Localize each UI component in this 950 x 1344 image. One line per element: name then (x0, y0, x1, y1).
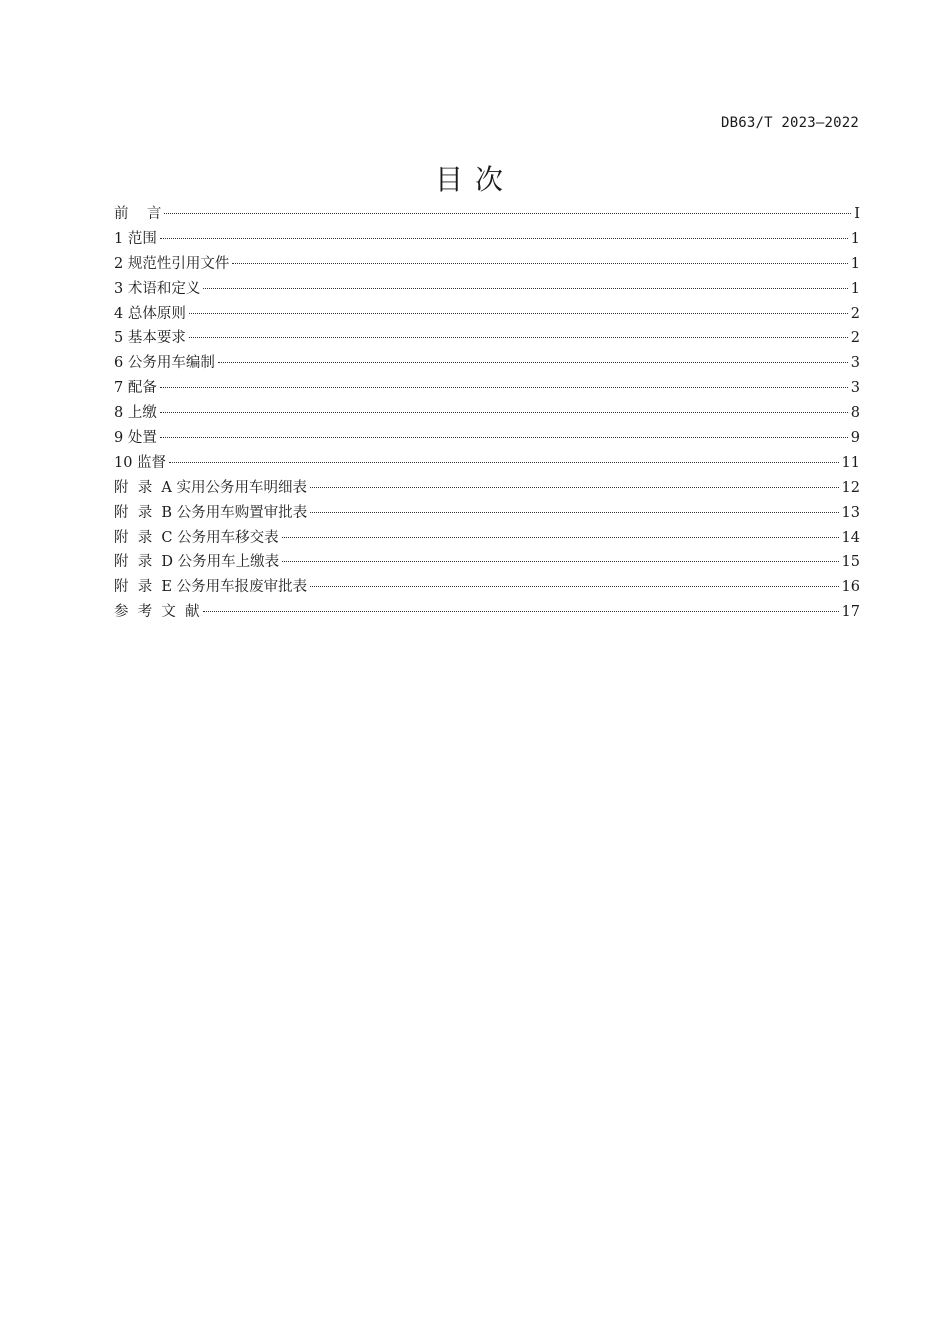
toc-entry-general-principles[interactable] (114, 302, 860, 327)
page-title: 目次 (434, 163, 515, 196)
toc-entry-page: 15 (841, 554, 860, 571)
toc-entry-label: 附 录 D 公务用车上缴表 (114, 554, 280, 571)
toc-entry-page: 1 (850, 280, 860, 297)
document-code: DB63/T 2023—2022 (720, 115, 859, 131)
toc-entry-page: I (854, 206, 860, 222)
toc-entry-appendix-b[interactable] (114, 501, 860, 526)
dot-leader (310, 586, 838, 587)
dot-leader (310, 512, 838, 513)
toc-entry-page: 16 (841, 579, 860, 596)
toc-entry-label: 8 上缴 (114, 405, 157, 422)
toc-entry-basic-requirements[interactable] (114, 326, 860, 351)
toc-entry-disposal[interactable] (114, 426, 860, 451)
dot-leader (310, 487, 839, 488)
toc-entry-label: 4 总体原则 (114, 305, 186, 322)
toc-entry-page: 1 (850, 255, 860, 272)
toc-entry-appendix-a[interactable] (114, 476, 860, 501)
toc-entry-terms-definitions[interactable] (114, 277, 860, 302)
toc-entry-label: 附 录 A 实用公务用车明细表 (114, 479, 308, 496)
toc-entry-label: 参 考 文 献 (114, 604, 200, 621)
toc-entry-label: 9 处置 (114, 430, 157, 447)
dot-leader (218, 362, 848, 363)
toc-entry-vehicle-quota[interactable] (114, 351, 860, 376)
toc-entry-page: 2 (850, 330, 860, 347)
dot-leader (282, 537, 839, 538)
toc-entry-page: 3 (850, 380, 860, 397)
dot-leader (232, 263, 847, 264)
dot-leader (282, 561, 838, 562)
toc-entry-page: 8 (850, 405, 860, 422)
toc-entry-surrender[interactable] (114, 401, 860, 426)
dot-leader (160, 387, 848, 388)
toc-entry-page: 1 (850, 230, 860, 247)
toc-entry-label: 1 范围 (114, 230, 157, 247)
dot-leader (203, 288, 847, 289)
toc-entry-appendix-c[interactable] (114, 526, 860, 551)
toc-entry-allocation[interactable] (114, 376, 860, 401)
toc-entry-page: 13 (841, 504, 860, 521)
toc-entry-supervision[interactable] (114, 451, 860, 476)
toc-entry-foreword[interactable] (114, 202, 860, 227)
toc-entry-label: 2 规范性引用文件 (114, 255, 230, 272)
toc-entry-bibliography[interactable] (114, 600, 860, 625)
toc-entry-page: 9 (850, 430, 860, 447)
toc-entry-page: 3 (850, 355, 860, 372)
toc-entry-label: 前 言 (114, 206, 162, 222)
table-of-contents (114, 202, 860, 625)
dot-leader (189, 337, 848, 338)
toc-entry-label: 5 基本要求 (114, 330, 186, 347)
dot-leader (169, 462, 838, 463)
toc-entry-page: 11 (841, 454, 860, 471)
dot-leader (160, 412, 848, 413)
toc-entry-label: 7 配备 (114, 380, 157, 397)
dot-leader (160, 238, 848, 239)
toc-entry-label: 10 监督 (114, 454, 167, 471)
dot-leader (189, 313, 848, 314)
toc-entry-appendix-e[interactable] (114, 575, 860, 600)
toc-entry-label: 附 录 E 公务用车报废审批表 (114, 579, 308, 596)
toc-entry-appendix-d[interactable] (114, 550, 860, 575)
toc-entry-label: 6 公务用车编制 (114, 355, 215, 372)
toc-entry-normative-references[interactable] (114, 252, 860, 277)
dot-leader (203, 611, 839, 612)
toc-entry-page: 12 (841, 479, 860, 496)
toc-entry-label: 附 录 C 公务用车移交表 (114, 529, 279, 546)
toc-entry-label: 附 录 B 公务用车购置审批表 (114, 504, 308, 521)
dot-leader (164, 213, 851, 214)
toc-entry-page: 2 (850, 305, 860, 322)
toc-entry-label: 3 术语和定义 (114, 280, 201, 297)
toc-entry-page: 14 (841, 529, 860, 546)
toc-entry-scope[interactable] (114, 227, 860, 252)
toc-entry-page: 17 (841, 604, 860, 621)
dot-leader (160, 437, 848, 438)
